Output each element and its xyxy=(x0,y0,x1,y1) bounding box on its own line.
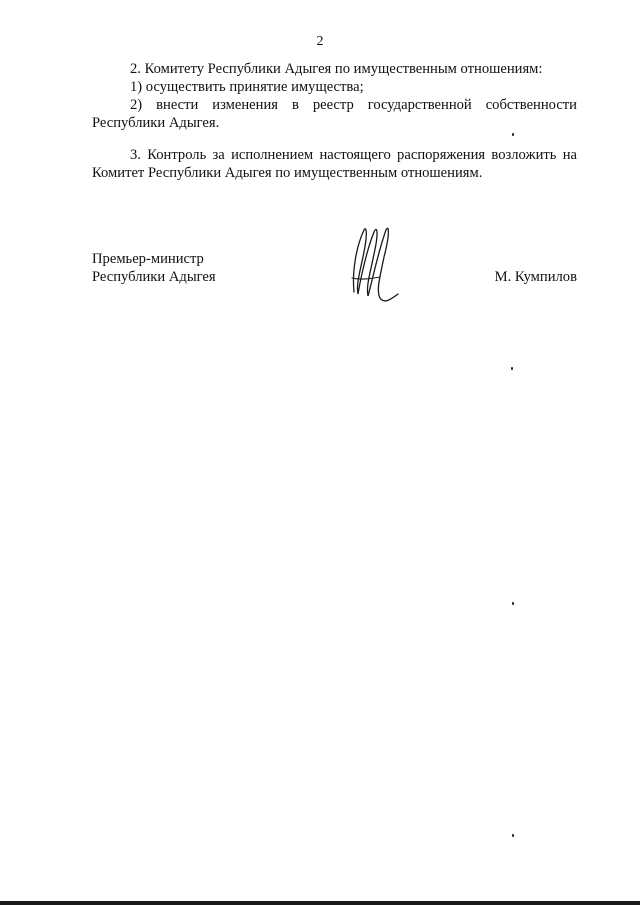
scan-speck xyxy=(512,133,514,136)
item-3: 3. Контроль за исполнением настоящего распоряжения возложить на Комитет Республики Адыгея по имущественным отношениям. xyxy=(92,147,577,181)
signatory-title-line-2: Республики Адыгея xyxy=(92,269,216,285)
signatory-title-line-1: Премьер-министр xyxy=(92,251,204,267)
page-number: 2 xyxy=(316,34,324,49)
scan-speck xyxy=(511,367,513,370)
item-2-subitem-1: 1) осуществить принятие имущества; xyxy=(130,79,364,95)
signatory-name: М. Кумпилов xyxy=(494,269,577,285)
scan-speck xyxy=(512,602,514,605)
scan-speck xyxy=(512,834,514,837)
signatory-title xyxy=(92,250,216,286)
item-2-subitem-2: 2) внести изменения в реестр государственной собственности Республики Адыгея. xyxy=(92,97,577,131)
handwritten-signature xyxy=(346,222,406,312)
item-2-intro: 2. Комитету Республики Адыгея по имущественным отношениям: xyxy=(130,61,543,77)
scan-bottom-edge xyxy=(0,901,640,905)
